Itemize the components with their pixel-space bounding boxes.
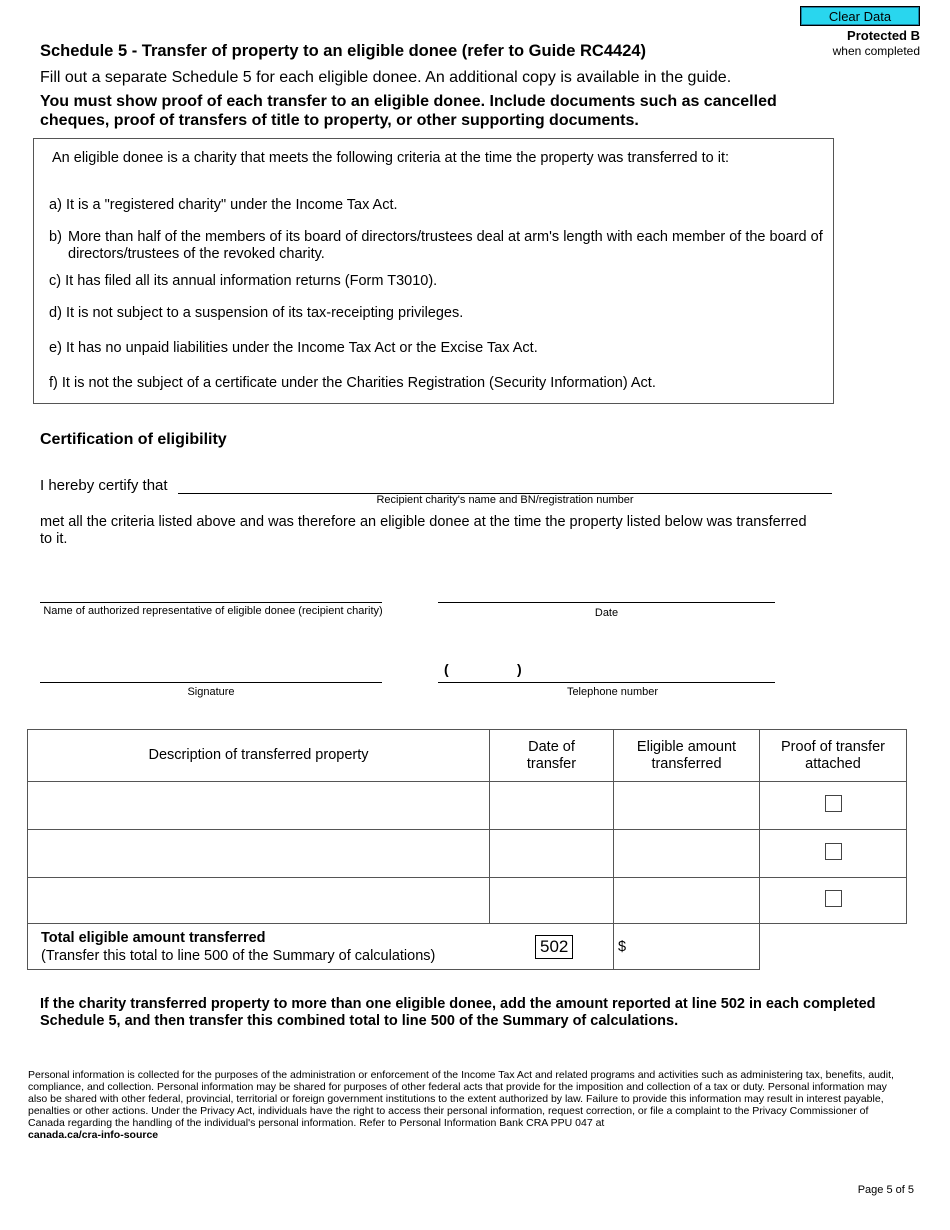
criteria-letter: b) xyxy=(49,229,62,245)
proof-checkbox[interactable] xyxy=(825,795,842,812)
privacy-link[interactable]: canada.ca/cra-info-source xyxy=(28,1129,159,1141)
criteria-item-c xyxy=(49,273,819,290)
table-row xyxy=(28,782,907,830)
privacy-notice xyxy=(28,1069,908,1141)
total-label-cell xyxy=(28,924,614,970)
total-amount-cell[interactable] xyxy=(614,924,760,970)
currency-sign: $ xyxy=(618,938,627,955)
representative-name-field[interactable] xyxy=(40,602,382,603)
certify-label: I hereby certify that xyxy=(40,477,168,494)
signature-caption: Signature xyxy=(187,686,235,698)
criteria-letter: e) xyxy=(49,340,62,356)
criteria-letter: a) xyxy=(49,197,62,213)
privacy-text: Personal information is collected for the purposes of the administration or enforcement of the Income Tax Act and related programs and activities such as administering tax, benefits, audit, compliance, and collection. Personal information may be shared for purposes of other federal acts that provide for the imposition and collection of a tax or duty. Personal information may also be shared with other federal, provincial, territorial or foreign government institutions to the extent authorized by law. Failure to provide this information may result in interest payable, penalties or other actions. Under the Privacy Act, individuals have the right to access their personal information, request correction, or file a complaint to the Privacy Commissioner of Canada regarding the handling of the individual's personal information. Refer to Personal Information Bank CRA PPU 047 at xyxy=(28,1069,894,1129)
proof-note: You must show proof of each transfer to an eligible donee. Include documents such as cancelled cheques, proof of transfers of title to property, or other supporting documents. xyxy=(40,93,777,129)
page-number: Page 5 of 5 xyxy=(857,1184,914,1196)
criteria-item-e xyxy=(49,340,819,357)
telephone-field[interactable] xyxy=(438,682,775,683)
phone-open-paren: ( xyxy=(444,661,449,677)
clear-data-button[interactable]: Clear Data xyxy=(800,6,920,26)
property-table xyxy=(27,729,907,970)
criteria-item-a xyxy=(49,197,819,214)
representative-caption: Name of authorized representative of eligible donee (recipient charity) xyxy=(43,605,383,617)
final-note: If the charity transferred property to more than one eligible donee, add the amount reported at line 502 in each completed Schedule 5, and then transfer this combined total to line 500 of the Summary of calculations. xyxy=(40,996,876,1029)
table-row xyxy=(28,830,907,878)
header-proof: Proof of transfer attached xyxy=(760,730,907,782)
criteria-text: It is a "registered charity" under the Income Tax Act. xyxy=(65,197,398,213)
description-cell[interactable] xyxy=(28,830,490,878)
proof-cell xyxy=(760,830,907,878)
line-502-box: 502 xyxy=(535,935,573,959)
schedule-title: Schedule 5 - Transfer of property to an eligible donee (refer to Guide RC4424) xyxy=(40,42,647,60)
intro-text: Fill out a separate Schedule 5 for each eligible donee. An additional copy is available in the guide. xyxy=(40,69,732,86)
description-cell[interactable] xyxy=(28,782,490,830)
amount-cell[interactable] xyxy=(614,830,760,878)
description-cell[interactable] xyxy=(28,878,490,924)
header-date: Date of transfer xyxy=(490,730,614,782)
proof-cell xyxy=(760,878,907,924)
date-cell[interactable] xyxy=(490,830,614,878)
criteria-intro: An eligible donee is a charity that meets the following criteria at the time the property was transferred to it: xyxy=(52,150,730,166)
criteria-text: It has no unpaid liabilities under the Income Tax Act or the Excise Tax Act. xyxy=(65,340,538,356)
criteria-box xyxy=(33,138,834,404)
criteria-text: It is not subject to a suspension of its tax-receipting privileges. xyxy=(65,305,464,321)
protected-sub-label: when completed xyxy=(832,44,920,58)
criteria-text: It is not the subject of a certificate under the Charities Registration (Security Information) Act. xyxy=(61,375,656,391)
criteria-letter: f) xyxy=(49,375,58,391)
criteria-item-d xyxy=(49,305,819,322)
date-caption: Date xyxy=(594,607,619,619)
proof-cell xyxy=(760,782,907,830)
table-header-row xyxy=(28,730,907,782)
proof-checkbox[interactable] xyxy=(825,890,842,907)
charity-name-caption: Recipient charity's name and BN/registration number xyxy=(376,494,634,506)
date-field[interactable] xyxy=(438,602,775,603)
met-criteria-text: met all the criteria listed above and was therefore an eligible donee at the time the property listed below was transferred to it. xyxy=(40,514,807,547)
phone-close-paren: ) xyxy=(517,661,522,677)
criteria-letter: d) xyxy=(49,305,62,321)
criteria-item-b xyxy=(49,229,824,263)
header-amount: Eligible amount transferred xyxy=(614,730,760,782)
date-cell[interactable] xyxy=(490,782,614,830)
empty-cell xyxy=(760,924,907,970)
criteria-item-f xyxy=(49,375,819,392)
total-label: Total eligible amount transferred xyxy=(41,929,266,946)
total-row xyxy=(28,924,907,970)
criteria-text: It has filed all its annual information returns (Form T3010). xyxy=(65,273,438,289)
table-row xyxy=(28,878,907,924)
amount-cell[interactable] xyxy=(614,878,760,924)
criteria-text: More than half of the members of its board of directors/trustees deal at arm's length with each member of the board of directors/trustees of the revoked charity. xyxy=(68,229,823,262)
certification-title: Certification of eligibility xyxy=(40,431,227,448)
header-description: Description of transferred property xyxy=(28,730,490,782)
criteria-letter: c) xyxy=(49,273,62,289)
telephone-caption: Telephone number xyxy=(566,686,659,698)
proof-checkbox[interactable] xyxy=(825,843,842,860)
total-sub-label: (Transfer this total to line 500 of the Summary of calculations) xyxy=(41,947,436,964)
amount-cell[interactable] xyxy=(614,782,760,830)
date-cell[interactable] xyxy=(490,878,614,924)
signature-field[interactable] xyxy=(40,682,382,683)
protected-label: Protected B xyxy=(847,28,920,43)
